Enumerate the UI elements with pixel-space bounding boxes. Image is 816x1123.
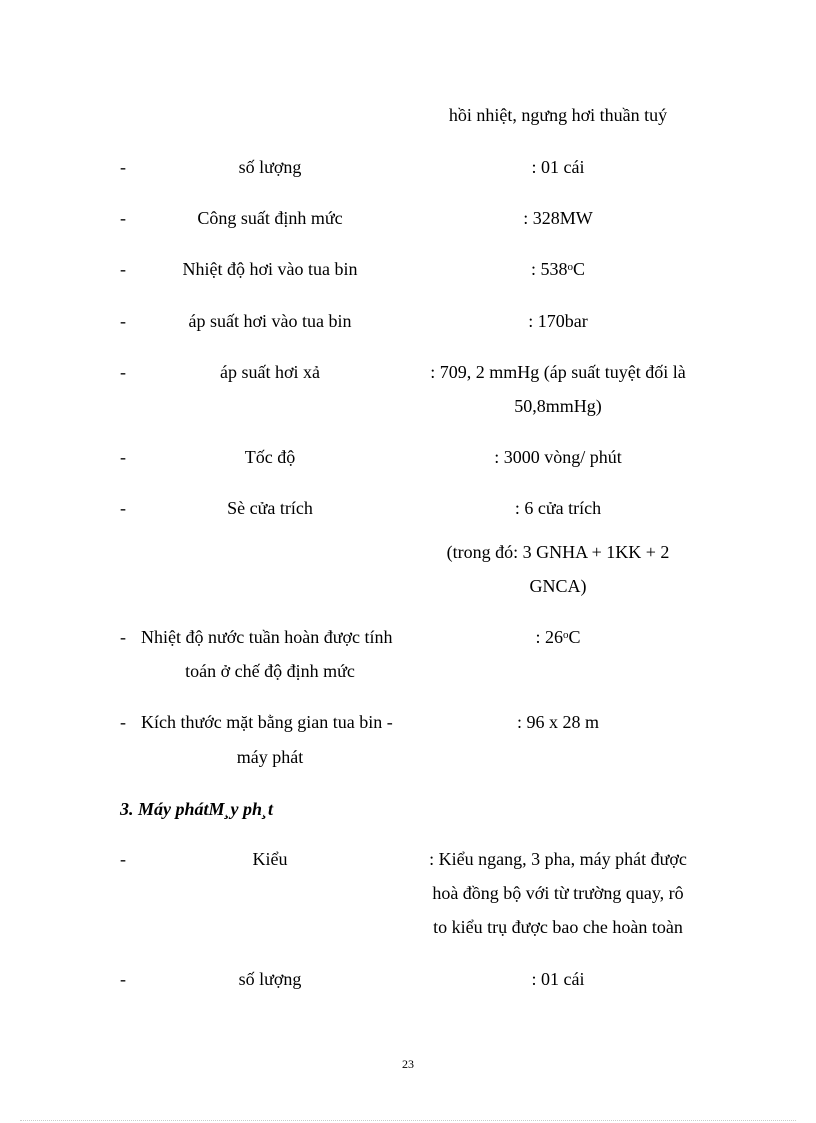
spec-label-continued: toán ở chế độ định mức bbox=[185, 661, 355, 681]
continued-value-line: hồi nhiệt, ngưng hơi thuần tuý bbox=[448, 105, 668, 125]
value-number: : 538 bbox=[530, 259, 568, 279]
bullet-marker: - bbox=[120, 969, 126, 989]
bullet-marker: - bbox=[120, 259, 126, 279]
degree-symbol: o bbox=[567, 261, 573, 273]
spec-value: : 96 x 28 m bbox=[516, 712, 599, 732]
bullet-marker: - bbox=[120, 849, 126, 869]
section-heading: 3. Máy phátM¸y ph¸t bbox=[120, 799, 273, 819]
spec-value: : 01 cái bbox=[531, 969, 585, 989]
bullet-marker: - bbox=[120, 498, 126, 518]
spec-value: : Kiểu ngang, 3 pha, máy phát được bbox=[429, 849, 687, 869]
degree-symbol: o bbox=[563, 629, 569, 641]
spec-value-continued: 50,8mmHg) bbox=[514, 396, 602, 416]
bullet-marker: - bbox=[120, 157, 126, 177]
bullet-marker: - bbox=[120, 208, 126, 228]
page-bottom-divider bbox=[20, 1120, 796, 1121]
spec-value-continued: GNCA) bbox=[529, 576, 587, 596]
bullet-marker: - bbox=[120, 627, 126, 647]
spec-label: số lượng bbox=[238, 157, 302, 177]
spec-label: áp suất hơi vào tua bin bbox=[188, 311, 352, 331]
bullet-marker: - bbox=[120, 311, 126, 331]
value-unit: C bbox=[568, 627, 581, 647]
spec-value: : 709, 2 mmHg (áp suất tuyệt đối là bbox=[430, 362, 686, 382]
spec-label: áp suất hơi xả bbox=[220, 362, 320, 382]
spec-value: : 3000 vòng/ phút bbox=[494, 447, 622, 467]
spec-value-continued: hoà đồng bộ với từ trường quay, rô bbox=[432, 883, 684, 903]
spec-value-continued: (trong đó: 3 GNHA + 1KK + 2 bbox=[446, 542, 670, 562]
spec-label-continued: máy phát bbox=[236, 747, 304, 767]
bullet-marker: - bbox=[120, 712, 126, 732]
spec-value bbox=[393, 628, 723, 646]
spec-label: Công suất định mức bbox=[197, 208, 343, 228]
spec-value: : 328MW bbox=[523, 208, 593, 228]
spec-value: : 170bar bbox=[528, 311, 588, 331]
spec-label: Nhiệt độ nước tuần hoàn được tính bbox=[141, 627, 393, 647]
bullet-marker: - bbox=[120, 447, 126, 467]
spec-label: Kích thước mặt bằng gian tua bin - bbox=[141, 712, 393, 732]
spec-label: Sè cửa trích bbox=[227, 498, 313, 518]
value-number: : 26 bbox=[535, 627, 563, 647]
spec-label: Nhiệt độ hơi vào tua bin bbox=[182, 259, 358, 279]
spec-value bbox=[393, 260, 723, 278]
page-number: 23 bbox=[402, 1057, 414, 1071]
spec-label: số lượng bbox=[238, 969, 302, 989]
bullet-marker: - bbox=[120, 362, 126, 382]
spec-value: : 01 cái bbox=[531, 157, 585, 177]
spec-value: : 6 cửa trích bbox=[514, 498, 602, 518]
spec-label: Tốc độ bbox=[244, 447, 296, 467]
spec-value-continued: to kiểu trụ được bao che hoàn toàn bbox=[433, 917, 683, 937]
value-unit: C bbox=[573, 259, 586, 279]
spec-label: Kiểu bbox=[252, 849, 288, 869]
